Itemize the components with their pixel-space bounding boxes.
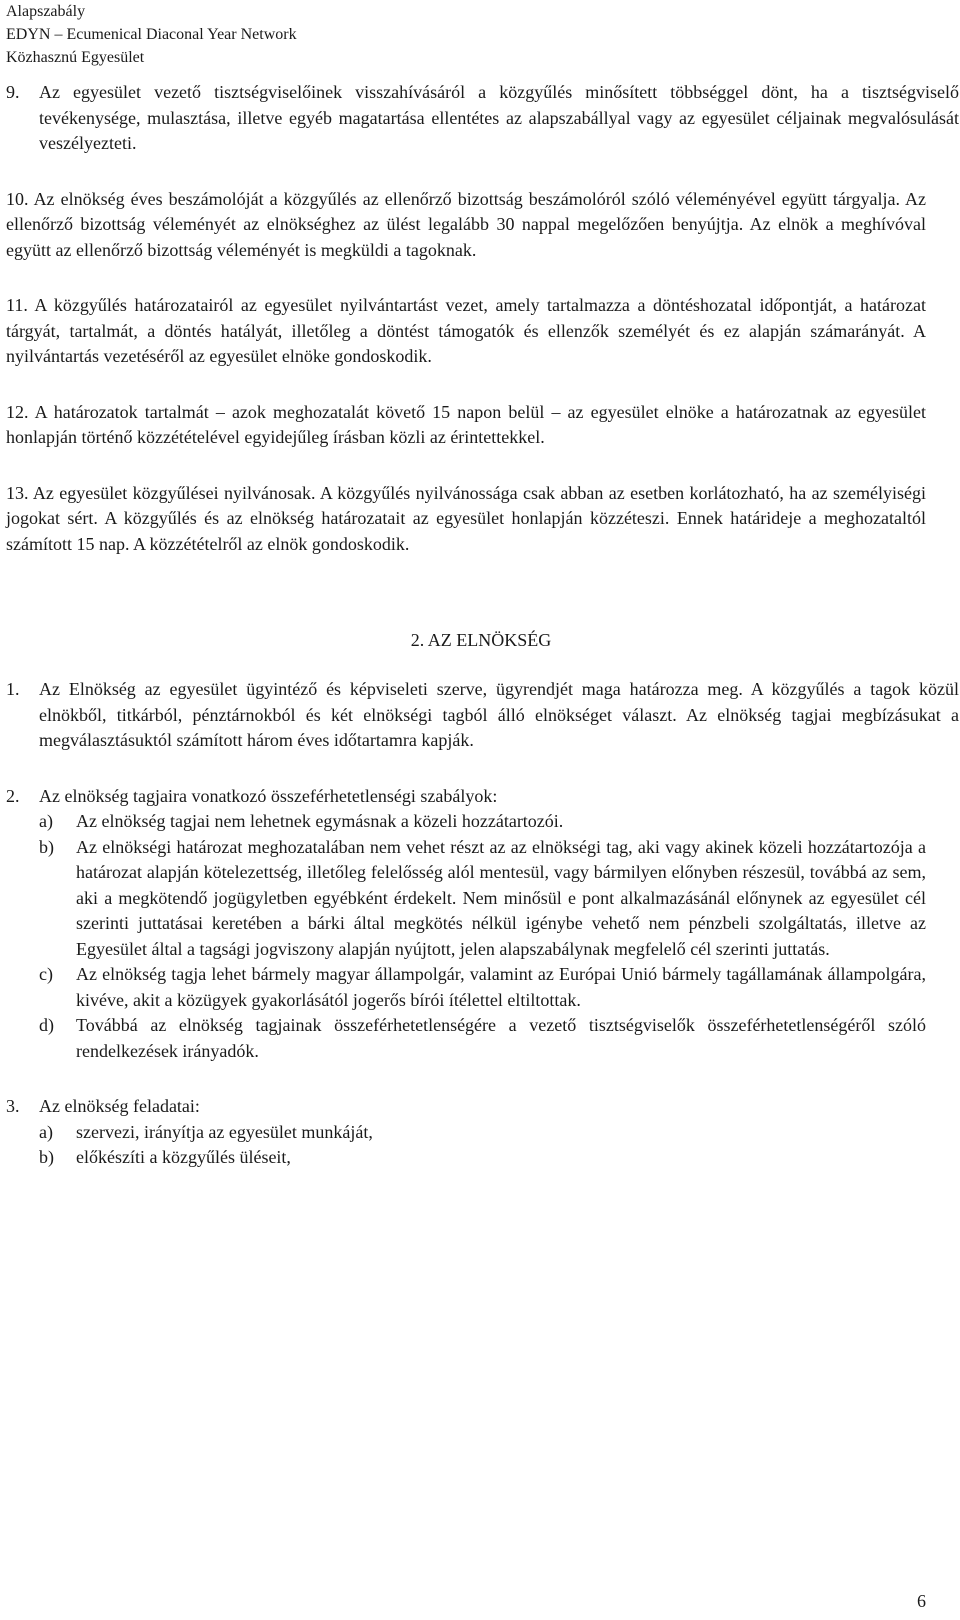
list-item-text: Az elnökség tagjai nem lehetnek egymásnak a közeli hozzátartozói. [76,811,564,831]
board-tasks-list [6,1120,960,1171]
paragraph-11 [6,293,926,370]
paragraph-number: 1. [6,679,20,699]
paragraph-number: 11. [6,295,28,315]
list-item-label: a) [39,1121,53,1142]
header-org-name: EDYN – Ecumenical Diaconal Year Network [6,26,297,43]
list-item [6,1145,926,1171]
paragraph-text: Az elnökség feladatai: [39,1096,200,1116]
paragraph-text: Az egyesület közgyűlései nyilvánosak. A közgyűlés nyilvánossága csak abban az esetben korlátozható, ha az személyiségi jogokat sért. A közgyűlés és az elnökség határozatait az egyesület honlapján közzéteszi. Ennek határideje a meghozataltól számított 15 nap. A közzétételről az elnök gondoskodik. [6,482,927,554]
list-item-label: b) [39,836,54,857]
paragraph-text: A közgyűlés határozatairól az egyesület nyilvántartást vezet, amely tartalmazza a döntéshozatal időpontját, a határozat tárgyát, tartalmát, a döntés hatályát, illetőleg a döntést támogatók és ellenzők személyét és ez alapján számarányát. A nyilvántartás vezetéséről az egyesület elnöke gondoskodik. [6,295,926,366]
list-item [6,835,926,963]
paragraph-number: 13. [6,482,29,503]
section-paragraph-2 [6,784,959,810]
header-org-type: Közhasznú Egyesület [6,49,145,66]
paragraph-12 [6,400,926,451]
section-heading-text: 2. AZ ELNÖKSÉG [410,630,552,650]
section-paragraph-1 [6,677,959,754]
section-paragraph-3 [6,1094,959,1120]
list-item-text: Továbbá az elnökség tagjainak összeférhetetlenségére a vezető tisztségviselők összeférhetetlenségéről szóló rendelkezések irányadók. [76,1015,926,1061]
section-heading [6,627,926,653]
list-item [6,962,926,1013]
paragraph-number: 3. [6,1096,20,1116]
paragraph-13 [6,481,926,558]
header-doc-title: Alapszabály [6,3,86,20]
page-number: 6 [917,1591,926,1611]
list-item-label: b) [39,1147,54,1167]
list-item [6,809,926,835]
paragraph-text: Az Elnökség az egyesület ügyintéző és képviseleti szerve, ügyrendjét maga határozza meg. A közgyűlés a tagok közül elnökből, titkárból, pénztárnokból és két elnökségi tagból álló elnökséget választ. Az elnökség tagjai megbízásukat a megválasztásuktól számított három éves időtartamra kapják. [39,679,959,750]
list-item-label: a) [39,811,53,831]
paragraph-number: 9. [6,82,20,102]
list-item-label: c) [39,964,53,984]
list-item-label: d) [39,1015,54,1035]
paragraph-number: 12. [6,401,29,422]
incompatibility-rules-list [6,809,960,1064]
list-item-text: előkészíti a közgyűlés üléseit, [76,1147,291,1167]
paragraph-10 [6,187,926,264]
list-item-text: Az elnökség tagja lehet bármely magyar állampolgár, valamint az Európai Unió bármely tagállamának állampolgára, kivéve, akit a közügyek gyakorlásától jogerős bírói ítélettel eltiltottak. [76,964,926,1010]
paragraph-text: Az elnökség tagjaira vonatkozó összeférhetetlenségi szabályok: [39,785,498,806]
paragraph-9 [6,80,959,157]
list-item-text: Az elnökségi határozat meghozatalában nem vehet részt az az elnökségi tag, aki vagy akinek közeli hozzátartozója a határozat alapján kötelezettség, illetőleg felelősség alól mentesül, vagy bármilyen előnyben részesül, továbbá az sem, aki a megkötendő jogügyletben egyébként érdekelt. Nem minősül e pont alkalmazásánál előnynek az egyesület cél szerinti juttatásai keretében a bárki által megkötés nélkül igénybe vehető nem pénzbeli szolgáltatás, illetve az Egyesület által a tagsági jogviszony alapján nyújtott, jelen alapszabálynak megfelelő cél szerinti juttatás. [76,836,926,959]
paragraph-number: 10. [6,188,29,209]
paragraph-text: A határozatok tartalmát – azok meghozatalát követő 15 napon belül – az egyesület elnöke a határozatnak az egyesület honlapján történő közzétételével egyidejűleg írásban közli az érintettekkel. [6,401,926,447]
list-item-text: szervezi, irányítja az egyesület munkáját, [76,1121,373,1142]
document-header [6,0,297,69]
paragraph-number: 2. [6,785,20,806]
list-item [6,1013,926,1064]
document-body [6,80,960,1171]
paragraph-text: Az egyesület vezető tisztségviselőinek visszahívásáról a közgyűlés minősített többséggel dönt, ha a tisztségviselő tevékenysége, mulasztása, illetve egyéb magatartása ellentétes az alapszabállyal vagy az egyesület céljainak megvalósulását veszélyezteti. [39,82,959,153]
paragraph-text: Az elnökség éves beszámolóját a közgyűlés az ellenőrző bizottság beszámolóról szóló véleményével együtt tárgyalja. Az ellenőrző bizottság véleményét az elnökséghez az ülést legalább 30 nappal megelőzően benyújtja. Az elnök a meghívóval együtt az ellenőrző bizottság véleményét is megküldi a tagoknak. [6,188,926,260]
list-item [6,1120,926,1146]
